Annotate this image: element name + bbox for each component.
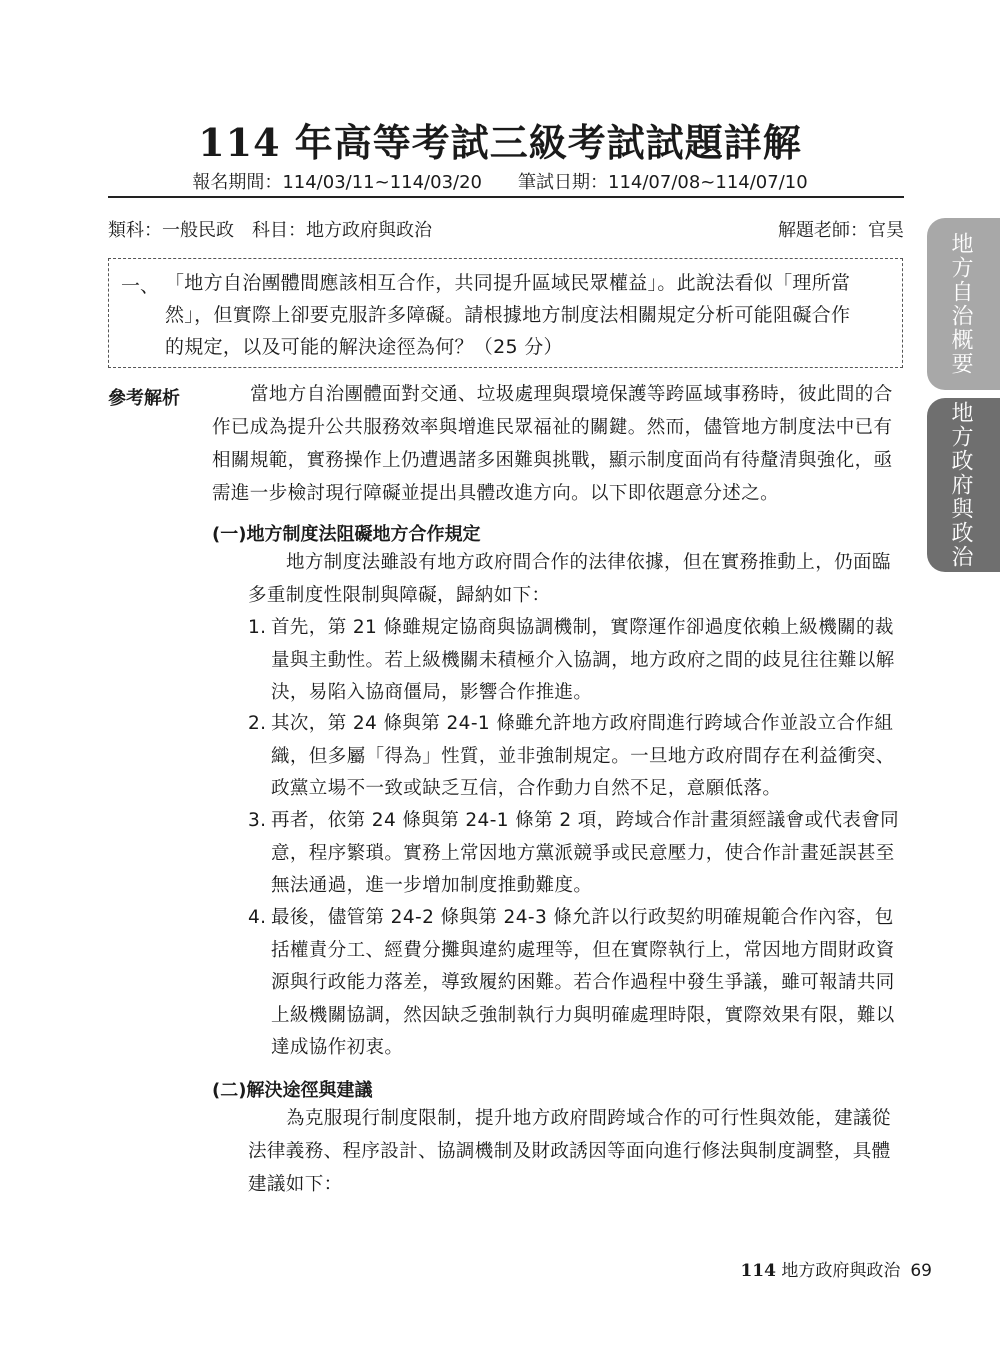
list-item: [248, 805, 904, 903]
list-item-number: 3.: [248, 810, 267, 831]
answer-intro: 當地方自治團體面對交通、垃圾處理與環境保護等跨區域事務時，彼此間的合作已成為提升公共服務效率與增進民眾福祉的關鍵。然而，儘管地方制度法中已有相關規範，實務操作上仍遭遇諸多困難與挑戰，顯示制度面尚有待釐清與強化，亟需進一步檢討現行障礙並提出具體改進方向。以下即依題意分述之。: [212, 384, 893, 504]
exam-dates: 報名期間：114/03/11~114/03/20 筆試日期：114/07/08~114/07/10: [192, 172, 808, 193]
side-tab-label: 地方自治概要: [948, 232, 973, 376]
side-tab-local-autonomy[interactable]: [927, 218, 1000, 390]
list-item-text: 其次，第 24 條與第 24-1 條雖允許地方政府間進行跨域合作並設立合作組織，但多屬「得為」性質，並非強制規定。一旦地方政府間存在利益衝突、政黨立場不一致或缺乏互信，合作動力自然不足，意願低落。: [271, 713, 895, 799]
question-number: 一、: [121, 275, 160, 297]
list-item-number: 2.: [248, 713, 267, 734]
list-item-text: 最後，儘管第 24-2 條與第 24-3 條允許以行政契約明確規範合作內容，包括權責分工、經費分攤與違約處理等，但在實際執行上，常因地方間財政資源與行政能力落差，導致履約困難。若合作過程中發生爭議，雖可報請共同上級機關協調，然因缺乏強制執行力與明確處理時限，實際效果有限，難以達成協作初衷。: [271, 907, 895, 1058]
list-item: [248, 612, 904, 710]
section-heading-2: (二)解決途徑與建議: [212, 1080, 373, 1101]
list-item-text: 再者，依第 24 條與第 24-1 條第 2 項，跨域合作計畫須經議會或代表會同意，程序繁瑣。實務上常因地方黨派競爭或民意壓力，使合作計畫延誤甚至無法通過，進一步增加制度推動難度。: [271, 810, 900, 896]
question-line: 然」，但實際上卻要克服許多障礙。請根據地方制度法相關規定分析可能阻礙合作: [165, 304, 851, 326]
question-line: 「地方自治團體間應該相互合作，共同提升區域民眾權益」。此說法看似「理所當: [165, 272, 851, 294]
question-line: 的規定，以及可能的解決途徑為何？（25 分）: [165, 336, 563, 358]
answer-label: 參考解析: [108, 388, 180, 409]
side-tab-label: 地方政府與政治: [948, 401, 973, 569]
section-heading-1: (一)地方制度法阻礙地方合作規定: [212, 524, 481, 545]
teacher-info: 解題老師：官昊: [778, 220, 904, 241]
list-item-text: 首先，第 21 條雖規定協商與協調機制，實際運作卻過度依賴上級機關的裁量與主動性。若上級機關未積極介入協調，地方政府之間的歧見往往難以解決，易陷入協商僵局，影響合作推進。: [271, 617, 895, 703]
question-box: [108, 258, 903, 368]
question-text: [165, 267, 895, 363]
list-item-number: 4.: [248, 907, 267, 928]
page-number: 69: [910, 1261, 932, 1281]
section-2-text: 為克服現行制度限制，提升地方政府間跨域合作的可行性與效能，建議從法律義務、程序設計、協調機制及財政誘因等面向進行修法與制度調整，具體建議如下：: [248, 1108, 891, 1195]
list-item: [248, 902, 904, 1065]
footer-book-number: 114: [740, 1261, 776, 1281]
subject-info: 類科：一般民政 科目：地方政府與政治: [108, 220, 432, 241]
page-footer: [740, 1256, 932, 1281]
footer-book-title: 地方政府與政治: [781, 1261, 901, 1281]
side-tab-local-government[interactable]: [927, 398, 1000, 572]
section-1-text: 地方制度法雖設有地方政府間合作的法律依據，但在實務推動上，仍面臨多重制度性限制與障礙，歸納如下：: [248, 552, 891, 606]
header-divider: [108, 196, 904, 198]
page-title: 114 年高等考試三級考試試題詳解: [198, 120, 802, 165]
list-item-number: 1.: [248, 617, 267, 638]
list-item: [248, 708, 904, 806]
